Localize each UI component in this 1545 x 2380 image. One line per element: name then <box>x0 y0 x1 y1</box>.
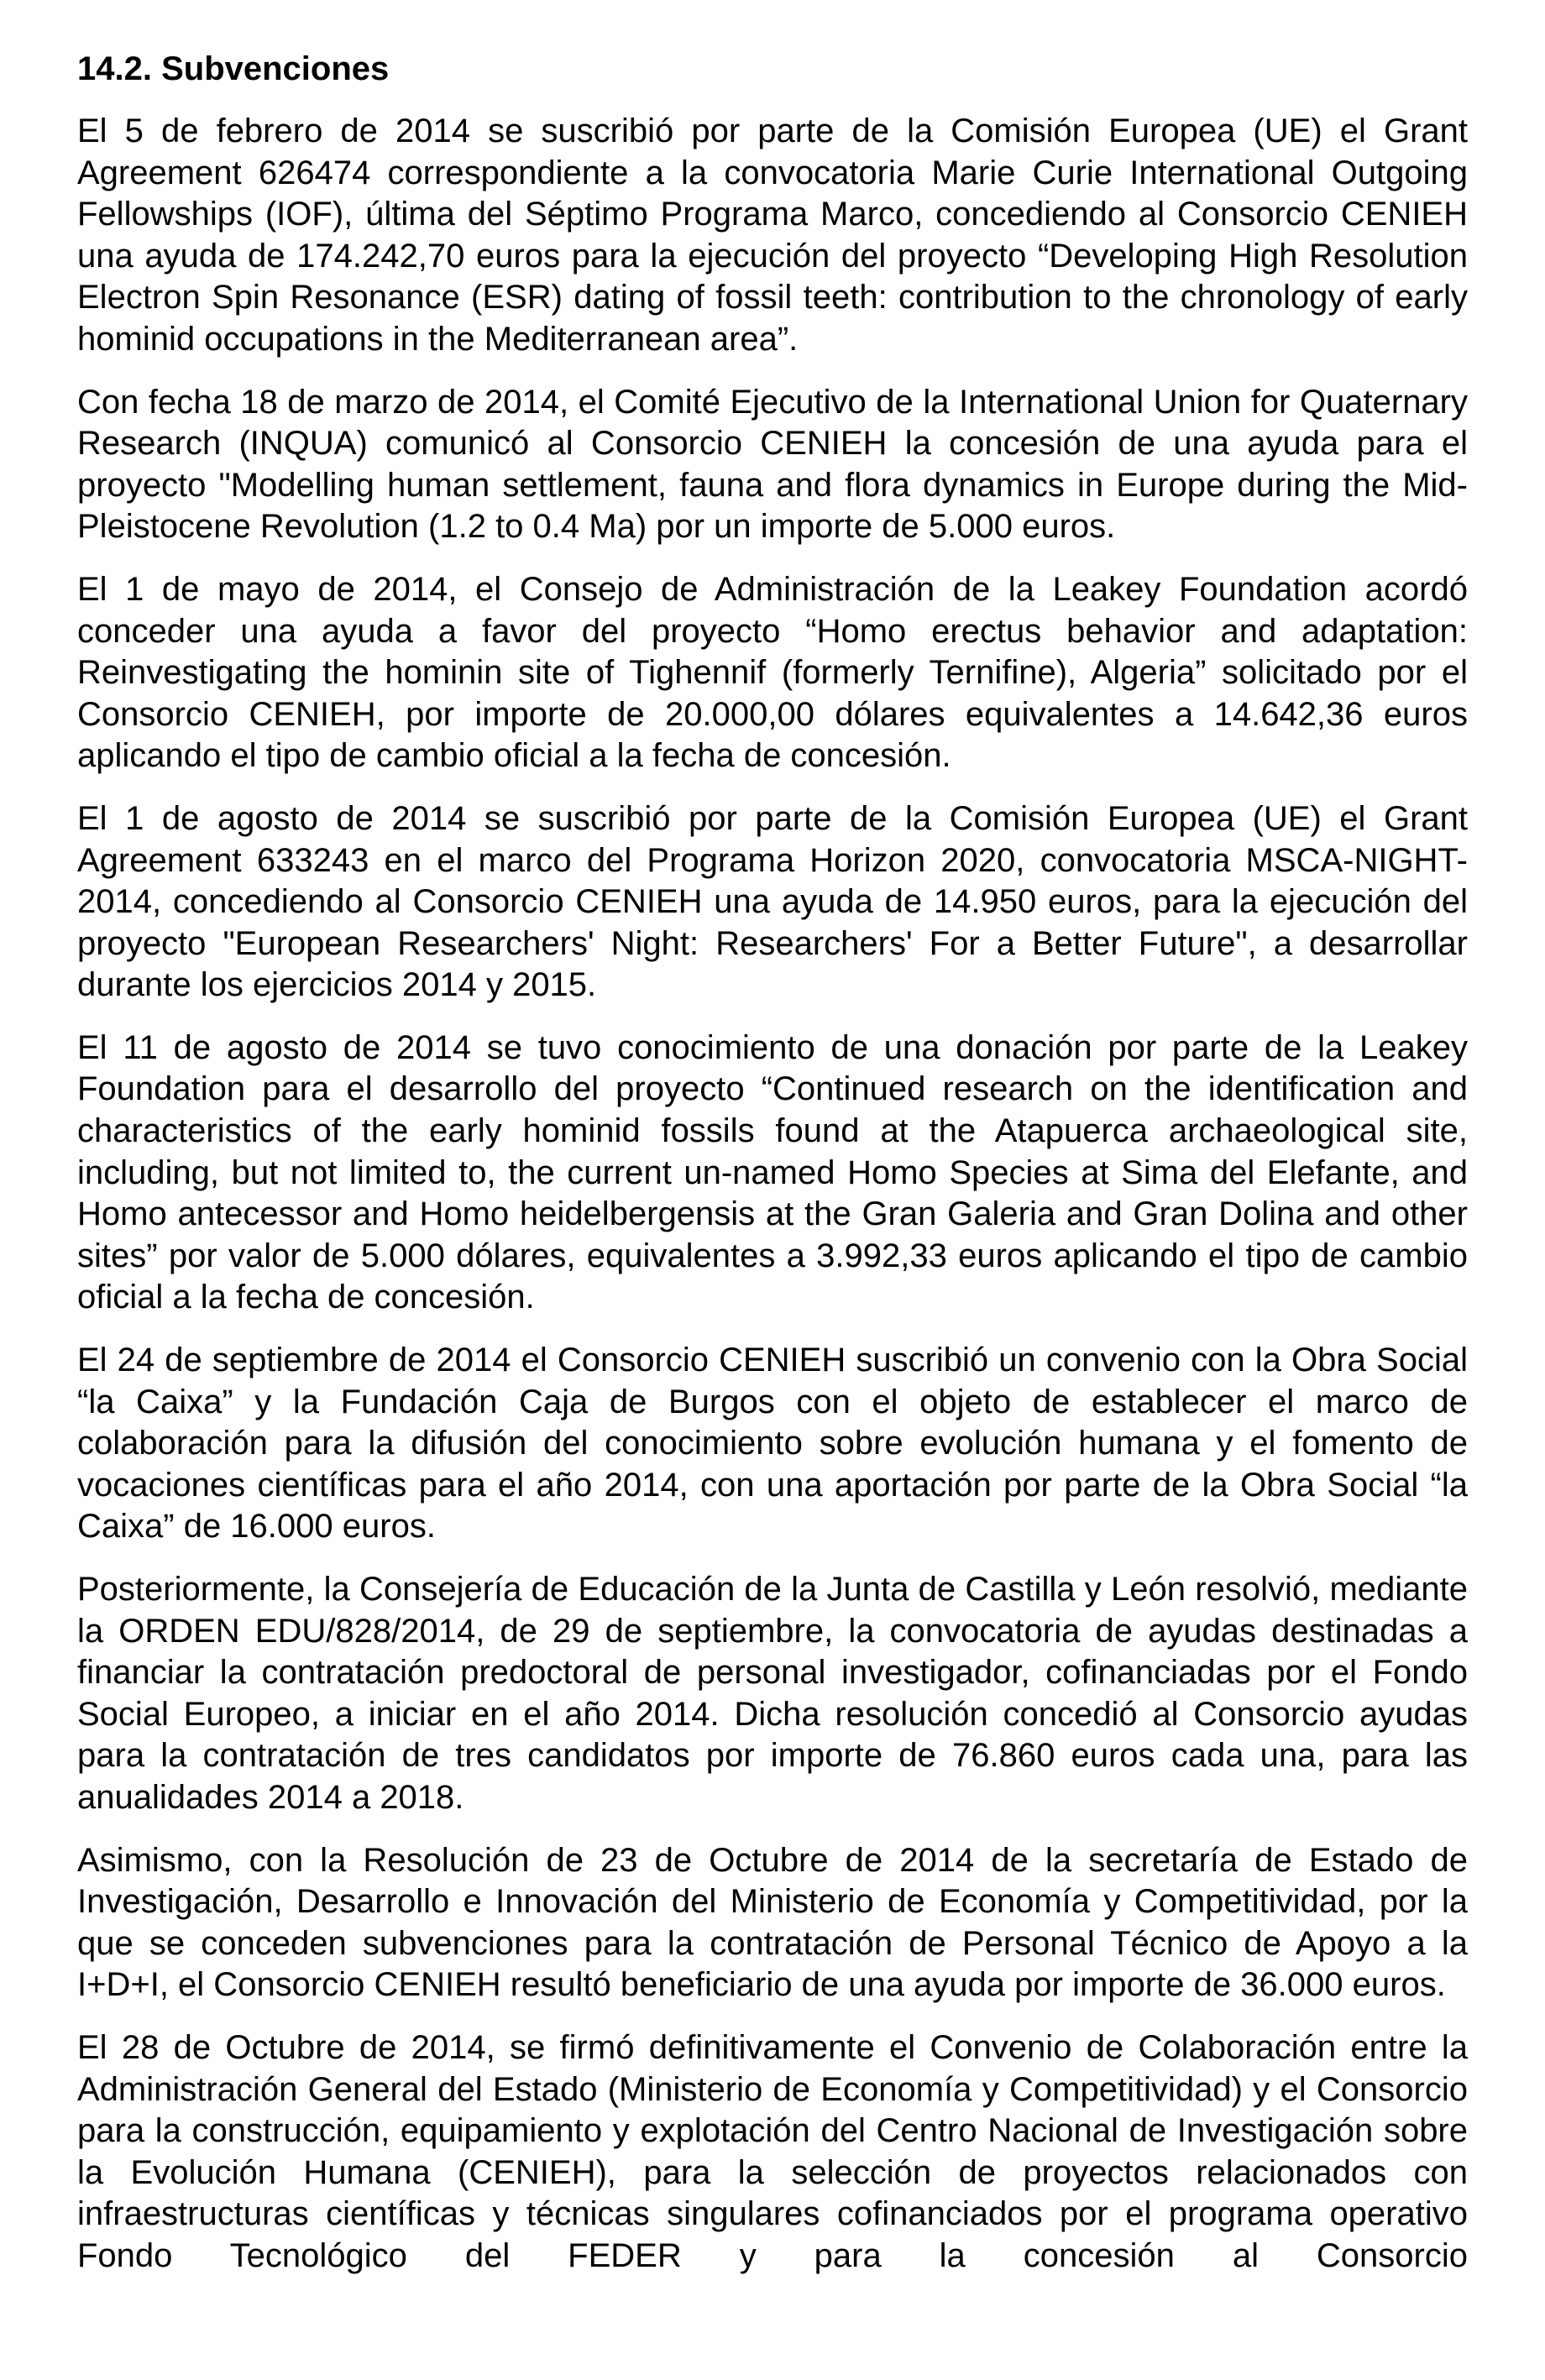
paragraph-feder-agreement: El 28 de Octubre de 2014, se firmó definitivamente el Convenio de Colaboración entre la Administración General del Estado (Ministerio de Economía y Competitividad) y el Consorcio para la construcción, equipamiento y explotación del Centro Nacional de Investigación sobre la Evolución Humana (CENIEH), para la selección de proyectos relacionados con infraestructuras científicas y técnicas singulares cofinanciados por el programa operativo Fondo Tecnológico del FEDER y para la concesión al Consorcio <box>77 2028 1468 2274</box>
paragraph-inqua-grant: Con fecha 18 de marzo de 2014, el Comité Ejecutivo de la International Union for Quaternary Research (INQUA) comunicó al Consorcio CENIEH la concesión de una ayuda para el proyecto "Modelling human settlement, fauna and flora dynamics in Europe during the Mid-Pleistocene Revolution (1.2 to 0.4 Ma) por un importe de 5.000 euros. <box>77 383 1468 546</box>
paragraph-leakey-tighennif: El 1 de mayo de 2014, el Consejo de Administración de la Leakey Foundation acordó conceder una ayuda a favor del proyecto “Homo erectus behavior and adaptation: Reinvestigating the hominin site of Tighennif (formerly Ternifine), Algeria” solicitado por el Consorcio CENIEH, por importe de 20.000,00 dólares equivalentes a 14.642,36 euros aplicando el tipo de cambio oficial a la fecha de concesión. <box>77 570 1468 775</box>
document-page <box>77 44 1468 2299</box>
paragraph-junta-castilla-leon: Posteriormente, la Consejería de Educación de la Junta de Castilla y León resolvió, mediante la ORDEN EDU/828/2014, de 29 de septiembre, la convocatoria de ayudas destinadas a financiar la contratación predoctoral de personal investigador, cofinanciadas por el Fondo Social Europeo, a iniciar en el año 2014. Dicha resolución concedió al Consorcio ayudas para la contratación de tres candidatos por importe de 76.860 euros cada una, para las anualidades 2014 a 2018. <box>77 1571 1468 1816</box>
paragraph-researchers-night: El 1 de agosto de 2014 se suscribió por parte de la Comisión Europea (UE) el Grant Agreement 633243 en el marco del Programa Horizon 2020, convocatoria MSCA-NIGHT-2014, concediendo al Consorcio CENIEH una ayuda de 14.950 euros, para la ejecución del proyecto "European Researchers' Night: Researchers' For a Better Future", a desarrollar durante los ejercicios 2014 y 2015. <box>77 799 1468 1004</box>
paragraph-erc-grant-iof: El 5 de febrero de 2014 se suscribió por parte de la Comisión Europea (UE) el Grant Agreement 626474 correspondiente a la convocatoria Marie Curie International Outgoing Fellowships (IOF), última del Séptimo Programa Marco, concediendo al Consorcio CENIEH una ayuda de 174.242,70 euros para la ejecución del proyecto “Developing High Resolution Electron Spin Resonance (ESR) dating of fossil teeth: contribution to the chronology of early hominid occupations in the Mediterranean area”. <box>77 112 1468 358</box>
paragraph-la-caixa-agreement: El 24 de septiembre de 2014 el Consorcio CENIEH suscribió un convenio con la Obra Social “la Caixa” y la Fundación Caja de Burgos con el objeto de establecer el marco de colaboración para la difusión del conocimiento sobre evolución humana y el fomento de vocaciones científicas para el año 2014, con una aportación por parte de la Obra Social “la Caixa” de 16.000 euros. <box>77 1342 1468 1546</box>
paragraph-leakey-atapuerca: El 11 de agosto de 2014 se tuvo conocimiento de una donación por parte de la Leakey Foundation para el desarrollo del proyecto “Continued research on the identification and characteristics of the early hominid fossils found at the Atapuerca archaeological site, including, but not limited to, the current un-named Homo Species at Sima del Elefante, and Homo antecessor and Homo heidelbergensis at the Gran Galeria and Gran Dolina and other sites” por valor de 5.000 dólares, equivalentes a 3.992,33 euros aplicando el tipo de cambio oficial a la fecha de concesión. <box>77 1028 1468 1316</box>
paragraph-technical-staff-grant: Asimismo, con la Resolución de 23 de Octubre de 2014 de la secretaría de Estado de Investigación, Desarrollo e Innovación del Ministerio de Economía y Competitividad, por la que se conceden subvenciones para la contratación de Personal Técnico de Apoyo a la I+D+I, el Consorcio CENIEH resultó beneficiario de una ayuda por importe de 36.000 euros. <box>77 1841 1468 2004</box>
section-title: 14.2. Subvenciones <box>77 50 390 87</box>
